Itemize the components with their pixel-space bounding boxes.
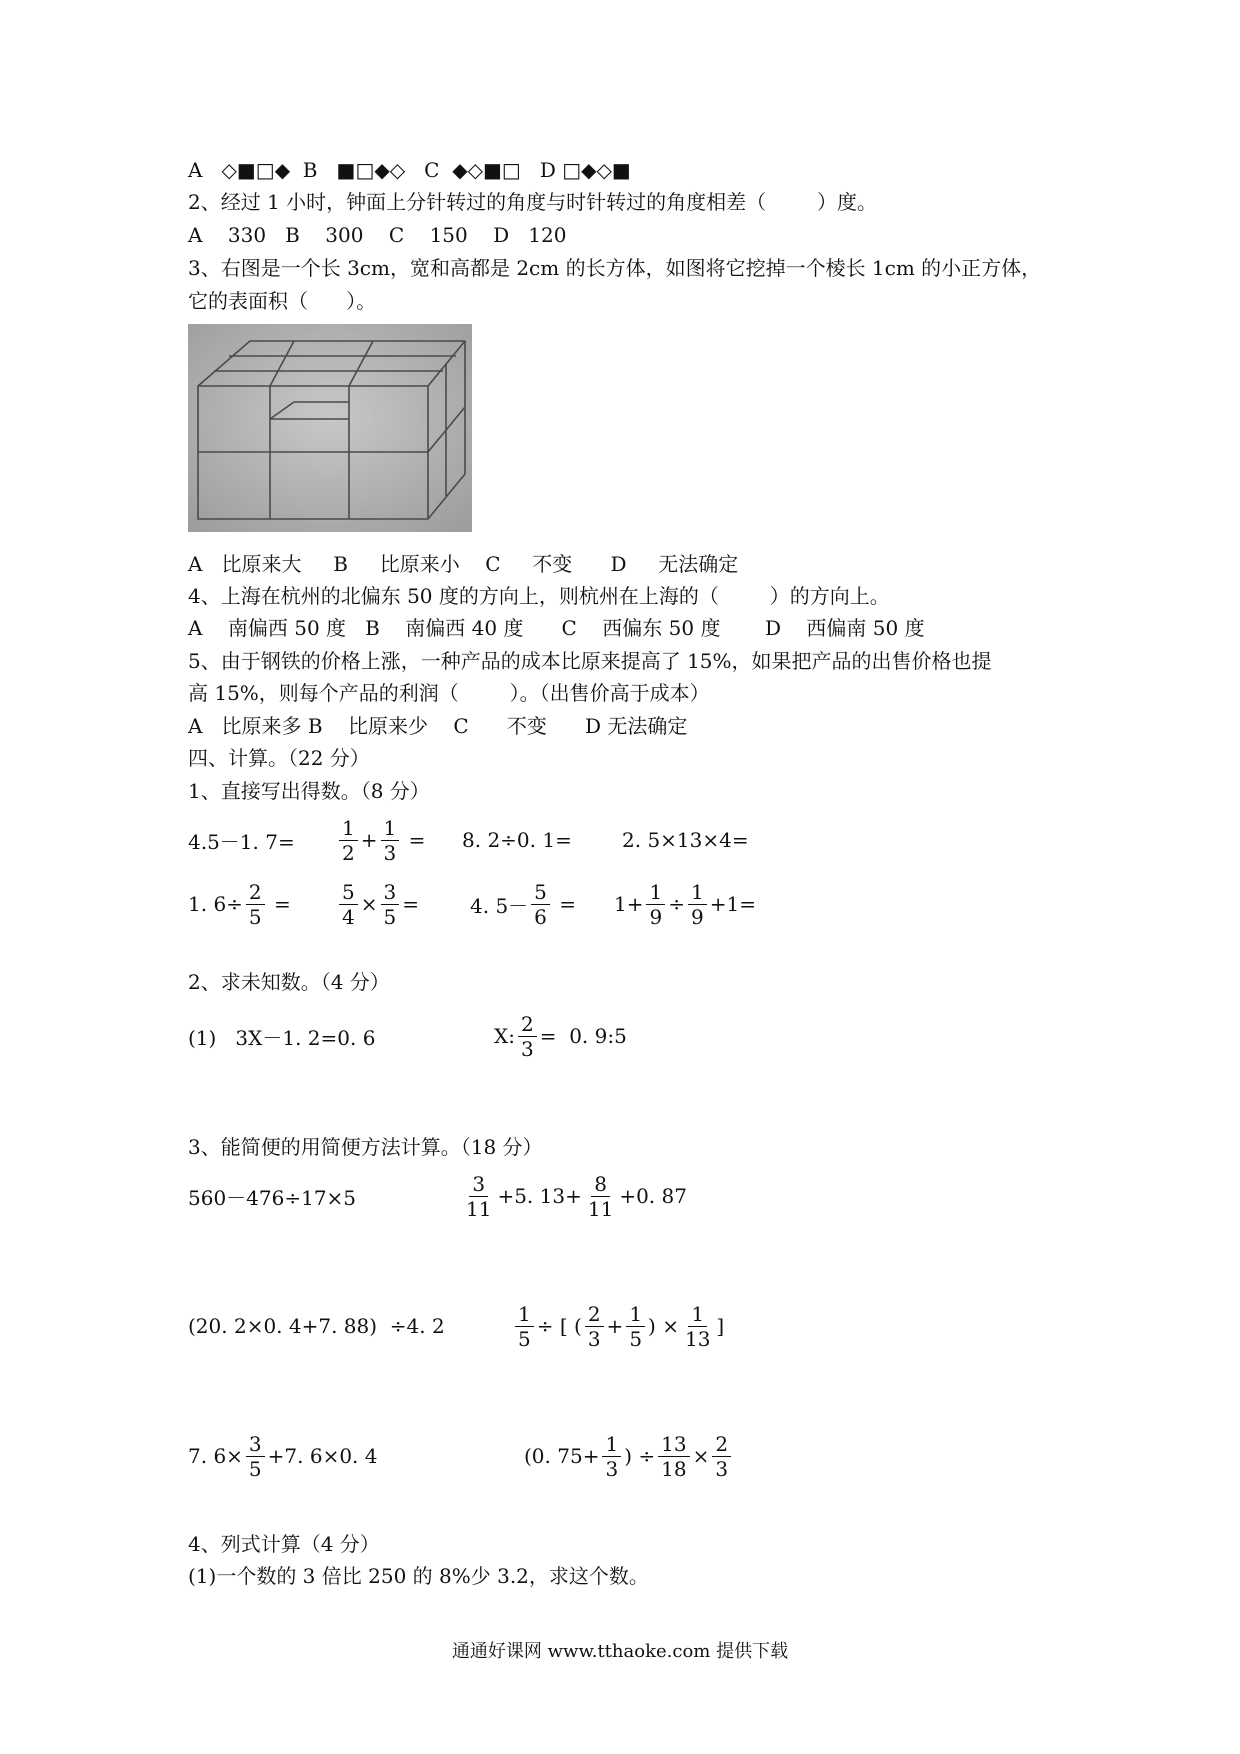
calc-3d: $\frac{1}{5}$ ÷ [ ( $\frac{2}{3}$ + $\frac{1}{5}$ ) × $\frac{1}{13}$ ] [512,1294,724,1358]
calc-3b: $\frac{3}{11}$ +5. 13+ $\frac{8}{11}$ +0. 87 [460,1164,687,1228]
calc-1g: 4. 5－ $\frac{5}{6}$ = [470,879,577,929]
fraction: $\frac{1}{9}$ [688,880,707,929]
fraction: $\frac{1}{5}$ [626,1302,645,1351]
fraction: $\frac{2}{3}$ [712,1432,731,1481]
part-2-title: 2、求未知数。（4 分） [188,970,390,994]
calc-1f: $\frac{5}{4}$ × $\frac{3}{5}$ = [336,872,419,936]
q3-options: A 比原来大 B 比原来小 C 不变 D 无法确定 [188,552,739,576]
fraction: $\frac{1}{2}$ [339,816,358,865]
fraction: $\frac{13}{18}$ [658,1432,689,1481]
calc-1d: 2. 5×13×4= [622,828,749,852]
cuboid-figure [188,324,472,532]
calc-3a: 560－476÷17×5 [188,1185,357,1210]
q3-text-line1: 3、右图是一个长 3cm，宽和高都是 2cm 的长方体，如图将它挖掉一个棱长 1cm 的小正方体， [188,256,1042,280]
equation-2: X: $\frac{2}{3}$ = 0. 9:5 [494,1011,627,1061]
calc-1a: 4.5－1. 7= [188,829,295,854]
q5-text-line1: 5、由于钢铁的价格上涨，一种产品的成本比原来提高了 15%，如果把产品的出售价格也提 [188,649,992,673]
calc-3c: (20. 2×0. 4+7. 88) ÷4. 2 [188,1314,445,1338]
q4-text: 4、上海在杭州的北偏东 50 度的方向上，则杭州在上海的（ ）的方向上。 [188,584,890,608]
fraction: $\frac{1}{3}$ [381,816,400,865]
fraction: $\frac{2}{5}$ [246,880,265,929]
q3-text-line2: 它的表面积（ ）。 [188,289,377,313]
calc-1c: 8. 2÷0. 1= [462,828,572,852]
q4-options: A 南偏西 50 度 B 南偏西 40 度 C 西偏东 50 度 D 西偏南 50 度 [188,616,925,640]
fraction: $\frac{5}{4}$ [339,880,358,929]
equation-1: (1) 3X－1. 2=0. 6 [188,1025,376,1050]
part-4-title: 4、列式计算（4 分） [188,1532,380,1556]
fraction: $\frac{3}{5}$ [246,1432,265,1481]
fraction: $\frac{1}{9}$ [646,880,665,929]
q5-text-line2: 高 15%，则每个产品的利润（ ）。（出售价高于成本） [188,681,710,705]
part-4-question-1: (1)一个数的 3 倍比 250 的 8%少 3.2，求这个数。 [188,1564,649,1588]
section-4-title: 四、计算。（22 分） [188,746,370,770]
fraction: $\frac{1}{13}$ [684,1301,711,1351]
q5-options: A 比原来多 B 比原来少 C 不变 D 无法确定 [188,714,688,738]
footer-source: 通通好课网 www.tthaoke.com 提供下载 [451,1641,789,1662]
fraction: $\frac{3}{5}$ [381,880,400,929]
part-1-title: 1、直接写出得数。（8 分） [188,779,430,803]
fraction: $\frac{8}{11}$ [587,1171,614,1221]
part-3-title: 3、能简便的用简便方法计算。（18 分） [188,1135,543,1159]
q2-options: A 330 B 300 C 150 D 120 [188,223,567,247]
calc-3f: (0. 75+ $\frac{1}{3}$ ) ÷ $\frac{13}{18}$ × $\frac{2}{3}$ [524,1424,734,1488]
calc-1e: 1. 6÷ $\frac{2}{5}$ = [188,879,291,929]
fraction: $\frac{3}{11}$ [466,1171,492,1221]
fraction: $\frac{1}{3}$ [602,1432,621,1481]
calc-1h: 1+ $\frac{1}{9}$ ÷ $\frac{1}{9}$ +1= [614,879,756,929]
fraction: $\frac{5}{6}$ [531,880,550,929]
fraction: $\frac{1}{5}$ [515,1302,534,1351]
fraction: $\frac{2}{3}$ [518,1012,537,1061]
calc-1b: $\frac{1}{2}$ + $\frac{1}{3}$ = [336,808,425,872]
fraction: $\frac{2}{3}$ [585,1302,604,1351]
q2-text: 2、经过 1 小时，钟面上分针转过的角度与时针转过的角度相差（ ）度。 [188,190,878,214]
q1-options: A ◇■□◆ B ■□◆◇ C ◆◇■□ D □◆◇■ [188,158,631,182]
calc-3e: 7. 6× $\frac{3}{5}$ +7. 6×0. 4 [188,1431,378,1481]
